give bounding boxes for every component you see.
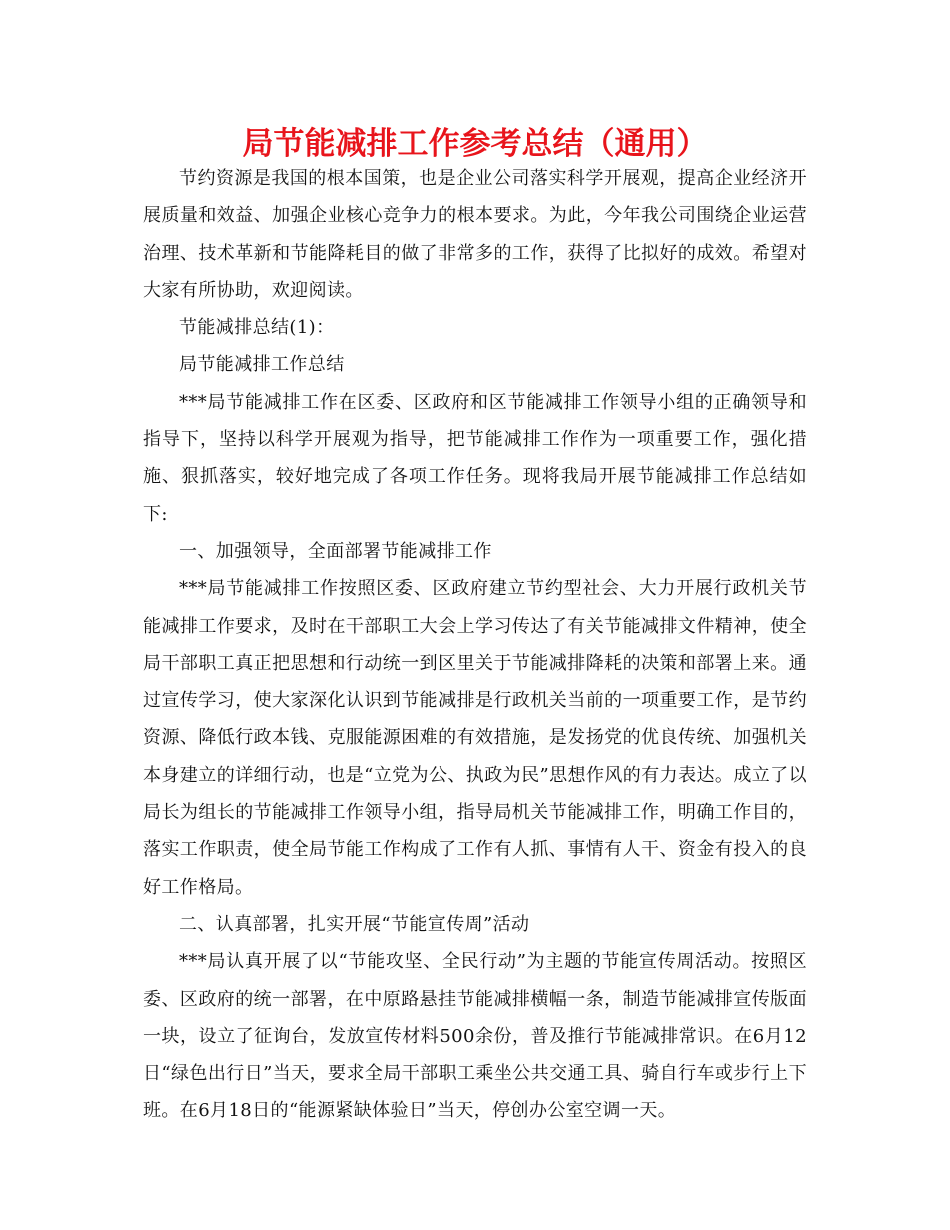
leadership-paragraph: ***局节能减排工作按照区委、区政府建立节约型社会、大力开展行政机关节能减排工作要求，及时在干部职工大会上学习传达了有关节能减排文件精神，使全局干部职工真正把思想和行动统一到区里关于节能减排降耗的决策和部署上来。通过宣传学习，使大家深化认识到节能减排是行政机关当前的一项重要工作，是节约资源、降低行政本钱、克服能源困难的有效措施，是发扬党的优良传统、加强机关本身建立的详细行动，也是“立党为公、执政为民”思想作风的有力表达。成立了以局长为组长的节能减排工作领导小组，指导局机关节能减排工作，明确工作目的，落实工作职责，使全局节能工作构成了工作有人抓、事情有人干、资金有投入的良好工作格局。 bbox=[143, 578, 807, 898]
section-title: 局节能减排工作总结 bbox=[179, 354, 345, 376]
document-title: 局节能减排工作参考总结（通用） bbox=[242, 126, 708, 162]
intro-paragraph: 节约资源是我国的根本国策，也是企业公司落实科学开展观，提高企业经济开展质量和效益、加强企业核心竞争力的根本要求。为此，今年我公司围绕企业运营治理、技术革新和节能降耗目的做了非常多的工作，获得了比拟好的成效。希望对大家有所协助，欢迎阅读。 bbox=[143, 168, 807, 301]
heading-two: 二、认真部署，扎实开展“节能宣传周”活动 bbox=[179, 913, 530, 935]
summary-paragraph: ***局节能减排工作在区委、区政府和区节能减排工作领导小组的正确领导和指导下，坚持以科学开展观为指导，把节能减排工作作为一项重要工作，强化措施、狠抓落实，较好地完成了各项工作任务。现将我局开展节能减排工作总结如下: bbox=[143, 391, 807, 525]
section-label: 节能减排总结(1)： bbox=[179, 317, 335, 339]
document-body bbox=[143, 160, 807, 1130]
heading-one: 一、加强领导，全面部署节能减排工作 bbox=[179, 540, 492, 562]
campaign-paragraph: ***局认真开展了以“节能攻坚、全民行动”为主题的节能宣传周活动。按照区委、区政府的统一部署，在中原路悬挂节能减排横幅一条，制造节能减排宣传版面一块，设立了征询台，发放宣传材料500余份，普及推行节能减排常识。在6月12日“绿色出行日”当天，要求全局干部职工乘坐公共交通工具、骑自行车或步行上下班。在6月18日的“能源紧缺体验日”当天，停创办公室空调一天。 bbox=[143, 951, 807, 1122]
